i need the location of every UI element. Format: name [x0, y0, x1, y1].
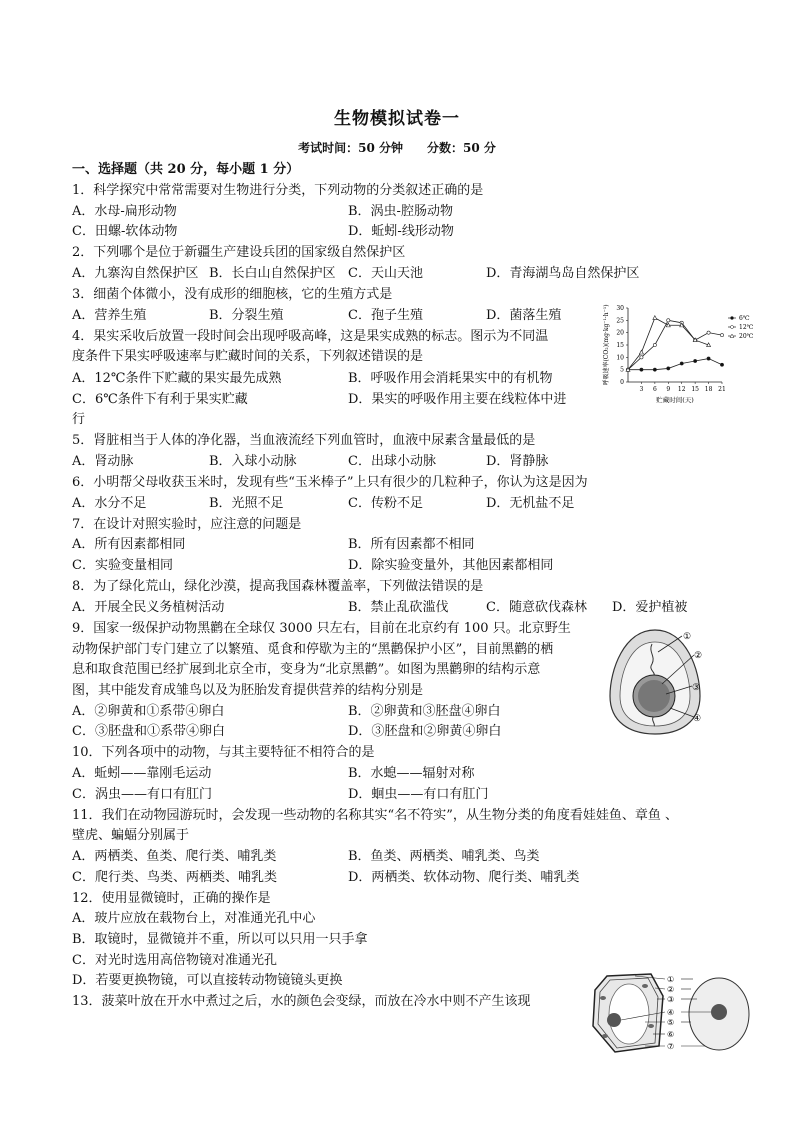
option: D．除实验变量外，其他因素都相同	[348, 558, 554, 573]
option: B．入球小动脉	[209, 454, 297, 469]
cell-label: ②	[667, 985, 675, 994]
option: D．蚯蚓-线形动物	[348, 224, 454, 239]
question-10: 10．下列各项中的动物，与其主要特征不相符合的是	[72, 745, 375, 760]
y-tick-label: 10	[616, 354, 624, 362]
option: D．两栖类、软体动物、爬行类、哺乳类	[348, 870, 580, 885]
legend-label: 6℃	[739, 315, 750, 322]
option: C．爬行类、鸟类、两栖类、哺乳类	[72, 870, 277, 885]
option: A．②卵黄和①系带④卵白	[72, 704, 225, 719]
x-tick-label: 6	[652, 386, 657, 393]
option: C．③胚盘和①系带④卵白	[72, 724, 225, 739]
data-point	[707, 357, 710, 360]
question-1: 1．科学探究中常常需要对生物进行分类，下列动物的分类叙述正确的是	[72, 183, 484, 198]
option: B．水螅——辐射对称	[348, 766, 475, 781]
nucleus	[607, 1013, 621, 1027]
y-tick-label: 25	[616, 317, 624, 325]
y-tick-label: 0	[620, 379, 624, 386]
option: A．蚯蚓——靠刚毛运动	[72, 766, 212, 781]
option: D．无机盐不足	[486, 496, 575, 511]
y-tick-label: 30	[616, 305, 624, 312]
option: A．所有因素都相同	[72, 537, 186, 552]
option: D．爱护植被	[612, 600, 688, 615]
data-point	[720, 334, 723, 337]
yolk-inner	[638, 680, 670, 712]
option: C．实验变量相同	[72, 558, 173, 573]
data-point	[653, 316, 657, 320]
egg-label: ④	[693, 714, 702, 724]
egg-label: ①	[683, 632, 692, 642]
question-9-cont: 图，其中能发育成雏鸟以及为胚胎发育提供营养的结构分别是	[72, 683, 424, 698]
page-title: 生物模拟试卷一	[334, 109, 460, 129]
option: C．天山天池	[348, 266, 423, 281]
option: B．取镜时，显微镜并不重，所以可以只用一只手拿	[72, 932, 368, 947]
cell-label: ⑤	[667, 1018, 675, 1027]
question-9-cont: 息和取食范围已经扩展到北京全市，变身为“北京黑鹳”。如图为黑鹳卵的结构示意	[72, 662, 541, 677]
option: B．光照不足	[209, 496, 284, 511]
y-tick-label: 5	[620, 366, 624, 374]
chloroplast	[642, 984, 648, 988]
chloroplast	[602, 1034, 608, 1038]
option: B．涡虫-腔肠动物	[348, 204, 453, 219]
option: A．12℃条件下贮藏的果实最先成熟	[72, 371, 282, 386]
option: D．菌落生殖	[486, 308, 562, 323]
option: D．③胚盘和②卵黄④卵白	[348, 724, 502, 739]
legend-marker	[731, 317, 734, 320]
y-tick-label: 20	[616, 329, 624, 337]
option: C．对光时选用高倍物镜对准通光孔	[72, 953, 277, 968]
x-tick-label: 9	[666, 386, 671, 393]
x-tick-label: 21	[718, 386, 726, 393]
exam-meta: 考试时间：50 分钟 分数：50 分	[298, 141, 496, 155]
option: A．水分不足	[72, 496, 147, 511]
data-point	[640, 368, 643, 371]
data-point	[640, 356, 643, 359]
option: A．营养生殖	[72, 308, 147, 323]
legend-marker	[731, 326, 734, 329]
data-point	[720, 363, 723, 366]
x-tick-label: 18	[704, 386, 713, 393]
option: D．若要更换物镜，可以直接转动物镜镜头更换	[72, 973, 343, 988]
x-tick-label: 15	[691, 386, 699, 393]
y-tick-label: 15	[616, 342, 624, 349]
question-12: 12．使用显微镜时，正确的操作是	[72, 891, 271, 906]
option: B．禁止乱砍滥伐	[348, 600, 449, 615]
option: C．涡虫——有口有肛门	[72, 787, 212, 802]
section-heading: 一、选择题（共 20 分，每小题 1 分）	[72, 162, 300, 177]
legend-label: 12℃	[739, 324, 754, 331]
option: D．蛔虫——有口有肛门	[348, 787, 489, 802]
option: A．水母-扁形动物	[72, 204, 177, 219]
option: A．肾动脉	[72, 454, 134, 469]
cell-label: ⑦	[667, 1042, 675, 1051]
chloroplast	[600, 996, 606, 1000]
egg-structure-diagram	[600, 622, 710, 740]
question-4: 4．果实采收后放置一段时间会出现呼吸高峰，这是果实成熟的标志。图示为不同温	[72, 329, 549, 344]
option-cont: 行	[72, 412, 86, 427]
question-13: 13．菠菜叶放在开水中煮过之后，水的颜色会变绿，而放在冷水中则不产生该现	[72, 994, 531, 1009]
option: C．传粉不足	[348, 496, 423, 511]
option: C．出球小动脉	[348, 454, 436, 469]
option: A．玻片应放在载物台上，对准通光孔中心	[72, 911, 316, 926]
data-point	[667, 367, 670, 370]
question-5: 5．肾脏相当于人体的净化器，当血液流经下列血管时，血液中尿素含量最低的是	[72, 433, 536, 448]
data-point	[653, 368, 656, 371]
option: B．②卵黄和③胚盘④卵白	[348, 704, 501, 719]
egg-label: ②	[694, 651, 703, 661]
question-11: 11．我们在动物园游玩时，会发现一些动物的名称其实“名不符实”，从生物分类的角度看娃娃鱼、章鱼 、	[72, 808, 678, 823]
question-4-cont: 度条件下果实呼吸速率与贮藏时间的关系，下列叙述错误的是	[72, 349, 424, 364]
cell-label: ③	[667, 995, 675, 1004]
data-point	[639, 350, 643, 354]
question-9: 9．国家一级保护动物黑鹳在全球仅 3000 只左右，目前在北京约有 100 只。北京野生	[72, 621, 571, 636]
data-point	[680, 362, 683, 365]
x-tick-label: 12	[677, 386, 686, 393]
option: D．果实的呼吸作用主要在线粒体中进	[348, 392, 567, 407]
question-11-cont: 壁虎、蝙蝠分别属于	[72, 828, 190, 843]
option: D．青海湖鸟岛自然保护区	[486, 266, 640, 281]
cell-label: ①	[667, 975, 675, 984]
option: A．九寨沟自然保护区	[72, 266, 199, 281]
egg-label: ③	[692, 683, 701, 693]
option: C．6℃条件下有利于果实贮藏	[72, 392, 248, 407]
question-6: 6．小明帮父母收获玉米时，发现有些“玉米棒子”上只有很少的几粒种子，你认为这是因为	[72, 475, 588, 490]
x-axis-label: 贮藏时间(天)	[656, 396, 694, 404]
question-3: 3．细菌个体微小，没有成形的细胞核，它的生殖方式是	[72, 287, 393, 302]
x-tick-label: 3	[639, 386, 644, 393]
legend-label: 20℃	[739, 333, 754, 340]
data-point	[653, 343, 656, 346]
cell-structure-diagram	[585, 966, 760, 1061]
option: D．肾静脉	[486, 454, 549, 469]
question-8: 8．为了绿化荒山，绿化沙漠，提高我国森林覆盖率，下列做法错误的是	[72, 579, 484, 594]
option: C．田螺-软体动物	[72, 224, 178, 239]
data-point	[694, 359, 697, 362]
question-9-cont: 动物保护部门专门建立了以繁殖、觅食和停歇为主的“黑鹳保护小区”，目前黑鹳的栖	[72, 642, 554, 657]
option: A．两栖类、鱼类、爬行类、哺乳类	[72, 849, 277, 864]
option: A．开展全民义务植树活动	[72, 600, 225, 615]
y-axis-label: 呼吸速率(CO₂)(mg·kg⁻¹·h⁻¹)	[603, 304, 610, 386]
option: B．所有因素都不相同	[348, 537, 475, 552]
option: B．长白山自然保护区	[209, 266, 336, 281]
data-point	[707, 331, 710, 334]
option: C．孢子生殖	[348, 308, 423, 323]
option: C．随意砍伐森林	[486, 600, 587, 615]
respiration-chart	[600, 300, 760, 408]
option: B．鱼类、两栖类、哺乳类、鸟类	[348, 849, 540, 864]
option: B．呼吸作用会消耗果实中的有机物	[348, 371, 553, 386]
option: B．分裂生殖	[209, 308, 284, 323]
animal-nucleus	[711, 1004, 727, 1020]
data-point	[667, 319, 670, 322]
question-7: 7．在设计对照实验时，应注意的问题是	[72, 517, 302, 532]
question-2: 2．下列哪个是位于新疆生产建设兵团的国家级自然保护区	[72, 245, 406, 260]
cell-label: ⑥	[667, 1030, 675, 1039]
chloroplast	[648, 1024, 654, 1028]
cell-label: ④	[667, 1008, 675, 1017]
